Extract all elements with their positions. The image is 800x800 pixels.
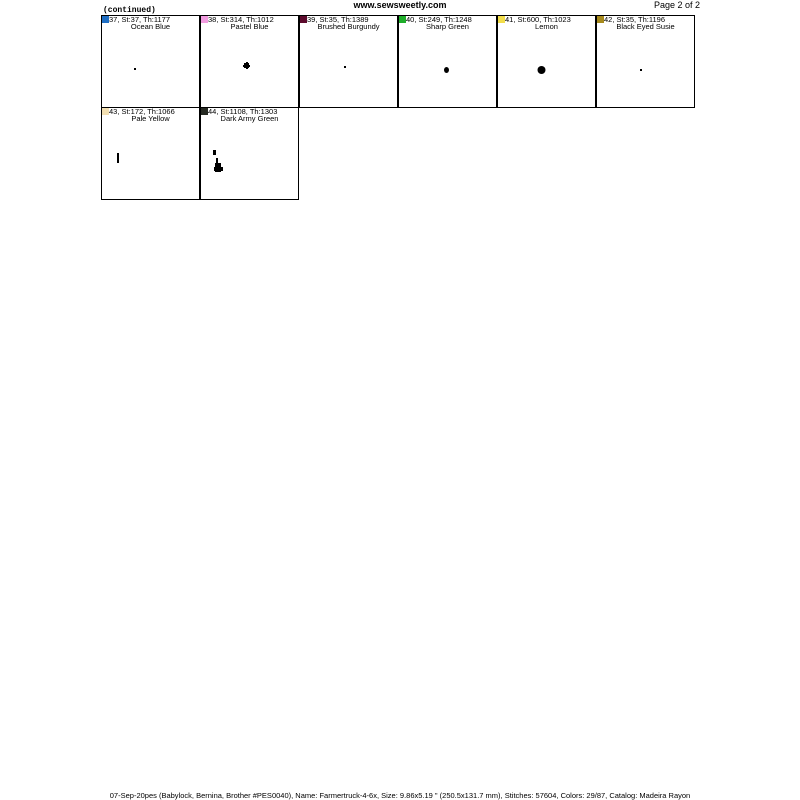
thread-cell: [101, 15, 200, 108]
thread-name: Lemon: [535, 22, 558, 31]
color-swatch: [201, 108, 208, 115]
color-swatch: [201, 16, 208, 23]
stitch-preview: [102, 32, 199, 107]
thread-cell: [200, 15, 299, 108]
thread-info: 38, St:314, Th:1012: [208, 15, 274, 24]
thread-cell: [398, 15, 497, 108]
color-swatch: [102, 108, 109, 115]
thread-cell: [299, 15, 398, 108]
thread-name: Pale Yellow: [131, 114, 170, 123]
thread-name: Brushed Burgundy: [317, 22, 380, 31]
thread-cell: [596, 15, 695, 108]
stitch-preview: [201, 32, 298, 107]
thread-cell: [497, 15, 596, 108]
stitch-preview: [300, 32, 397, 107]
footer-design-info: 07-Sep-20pes (Babylock, Bernina, Brother #PES0040), Name: Farmertruck-4-6x, Size: 9.86x5.19 " (250.5x131.7 mm), Stitches: 57604, Colors: 29/87, Catalog: Madeira Rayon: [109, 791, 691, 800]
stitch-preview: [498, 32, 595, 107]
stitch-preview: [399, 32, 496, 107]
site-title[interactable]: www.sewsweetly.com: [353, 0, 447, 10]
color-swatch: [102, 16, 109, 23]
stitch-preview: [102, 124, 199, 199]
thread-name: Ocean Blue: [130, 22, 171, 31]
thread-name: Sharp Green: [426, 22, 469, 31]
thread-info: 42, St:35, Th:1196: [604, 15, 666, 24]
thread-name: Dark Army Green: [220, 114, 279, 123]
thread-info: 44, St:1108, Th:1303: [208, 107, 278, 116]
thread-cell: [200, 107, 299, 200]
thread-name: Pastel Blue: [230, 22, 269, 31]
color-swatch: [498, 16, 505, 23]
color-swatch: [300, 16, 307, 23]
continued-label: (continued): [103, 6, 156, 15]
stitch-preview: [201, 124, 298, 199]
stitch-preview: [597, 32, 694, 107]
thread-info: 40, St:249, Th:1248: [406, 15, 472, 24]
thread-cell: [101, 107, 200, 200]
thread-info: 37, St:37, Th:1177: [109, 15, 171, 24]
color-swatch: [597, 16, 604, 23]
color-swatch: [399, 16, 406, 23]
thread-info: 43, St:172, Th:1066: [109, 107, 175, 116]
thread-info: 39, St:35, Th:1389: [307, 15, 369, 24]
page-number: Page 2 of 2: [653, 0, 700, 10]
thread-info: 41, St:600, Th:1023: [505, 15, 571, 24]
thread-name: Black Eyed Susie: [616, 22, 675, 31]
